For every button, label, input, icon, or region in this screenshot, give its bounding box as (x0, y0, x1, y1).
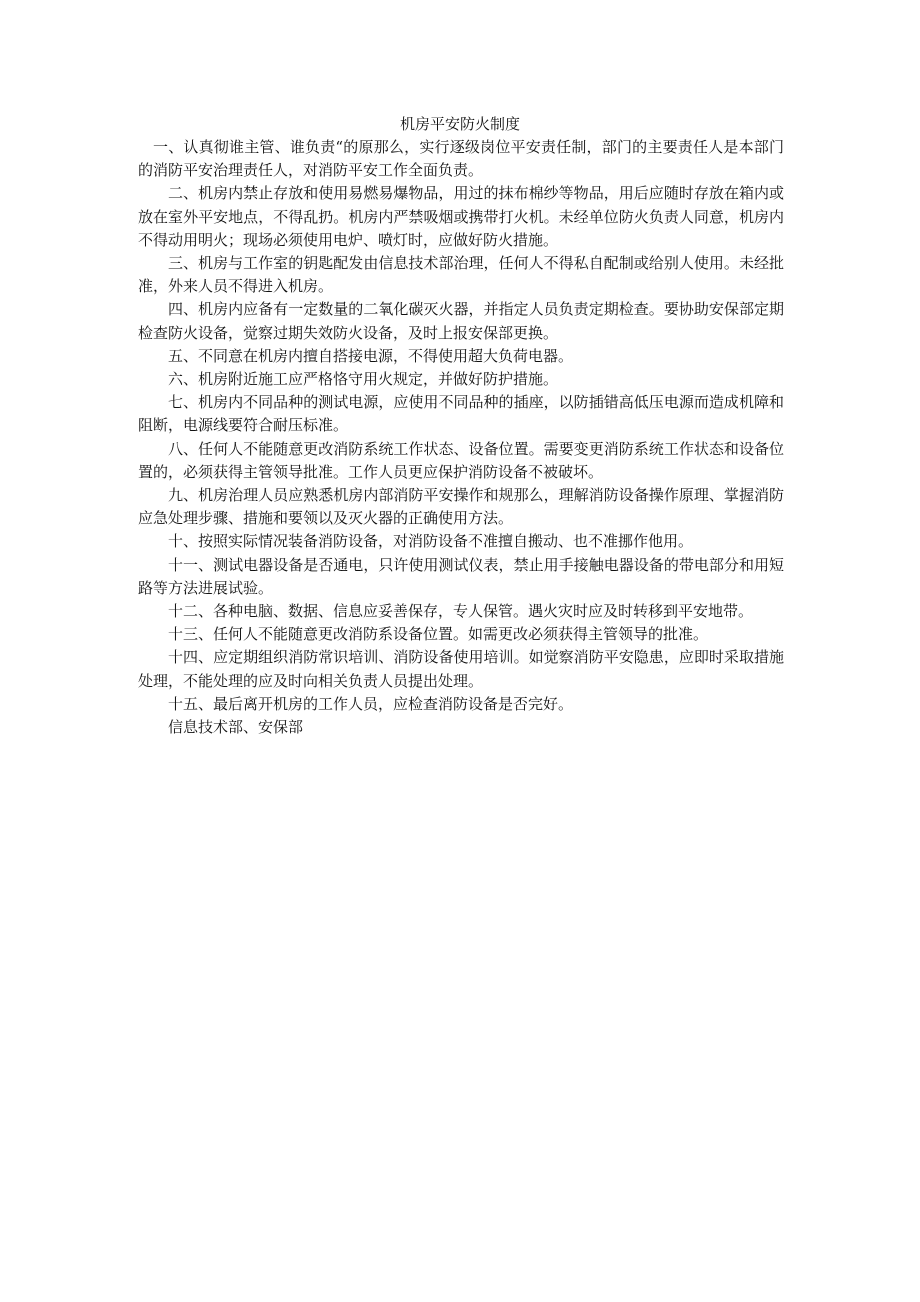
rule-paragraph-15: 十五、最后离开机房的工作人员，应检查消防设备是否完好。 (168, 694, 574, 713)
rule-paragraph-9: 九、机房治理人员应熟悉机房内部消防平安操作和规那么，理解消防设备操作原理、掌握消防应急处理步骤、措施和要领以及灭火器的正确使用方法。 (138, 486, 784, 528)
rule-paragraph-10: 十、按照实际情况装备消防设备，对消防设备不准擅自搬动、也不准挪作他用。 (168, 532, 694, 551)
rule-paragraph-1: 一、认真彻谁主管、谁负责“的原那么，实行逐级岗位平安责任制，部门的主要责任人是本部门的消防平安治理责任人，对消防平安工作全面负责。 (138, 138, 784, 180)
rule-paragraph-3: 三、机房与工作室的钥匙配发由信息技术部治理，任何人不得私自配制或给别人使用。未经批准，外来人员不得进入机房。 (138, 254, 784, 296)
rule-paragraph-7: 七、机房内不同品种的测试电源，应使用不同品种的插座，以防插错高低压电源而造成机障和阻断，电源线要符合耐压标准。 (138, 393, 784, 435)
rule-paragraph-4: 四、机房内应备有一定数量的二氧化碳灭火器，并指定人员负责定期检查。要协助安保部定期检查防火设备，觉察过期失效防火设备，及时上报安保部更换。 (138, 300, 784, 342)
rule-paragraph-14: 十四、应定期组织消防常识培训、消防设备使用培训。如觉察消防平安隐患，应即时采取措施处理，不能处理的应及时向相关负责人员提出处理。 (138, 648, 784, 690)
document-signature: 信息技术部、安保部 (168, 718, 304, 737)
rule-paragraph-8: 八、任何人不能随意更改消防系统工作状态、设备位置。需要变更消防系统工作状态和设备位置的，必须获得主管领导批准。工作人员更应保护消防设备不被破坏。 (138, 439, 784, 481)
rule-paragraph-12: 十二、各种电脑、数据、信息应妥善保存，专人保管。遇火灾时应及时转移到平安地带。 (168, 602, 754, 621)
rule-paragraph-5: 五、不同意在机房内擅自搭接电源，不得使用超大负荷电器。 (168, 346, 574, 365)
rule-paragraph-13: 十三、任何人不能随意更改消防系设备位置。如需更改必须获得主管领导的批准。 (168, 625, 709, 644)
rule-paragraph-11: 十一、测试电器设备是否通电，只许使用测试仪表，禁止用手接触电器设备的带电部分和用短路等方法进展试验。 (138, 555, 784, 597)
document-title: 机房平安防火制度 (399, 115, 520, 133)
document-body (138, 136, 784, 739)
rule-paragraph-2: 二、机房内禁止存放和使用易燃易爆物品，用过的抹布棉纱等物品，用后应随时存放在箱内或放在室外平安地点，不得乱扔。机房内严禁吸烟或携带打火机。未经单位防火负责人同意，机房内不得动用明火；现场必须使用电炉、喷灯时，应做好防火措施。 (138, 184, 784, 249)
rule-paragraph-6: 六、机房附近施工应严格恪守用火规定，并做好防护措施。 (168, 370, 559, 389)
